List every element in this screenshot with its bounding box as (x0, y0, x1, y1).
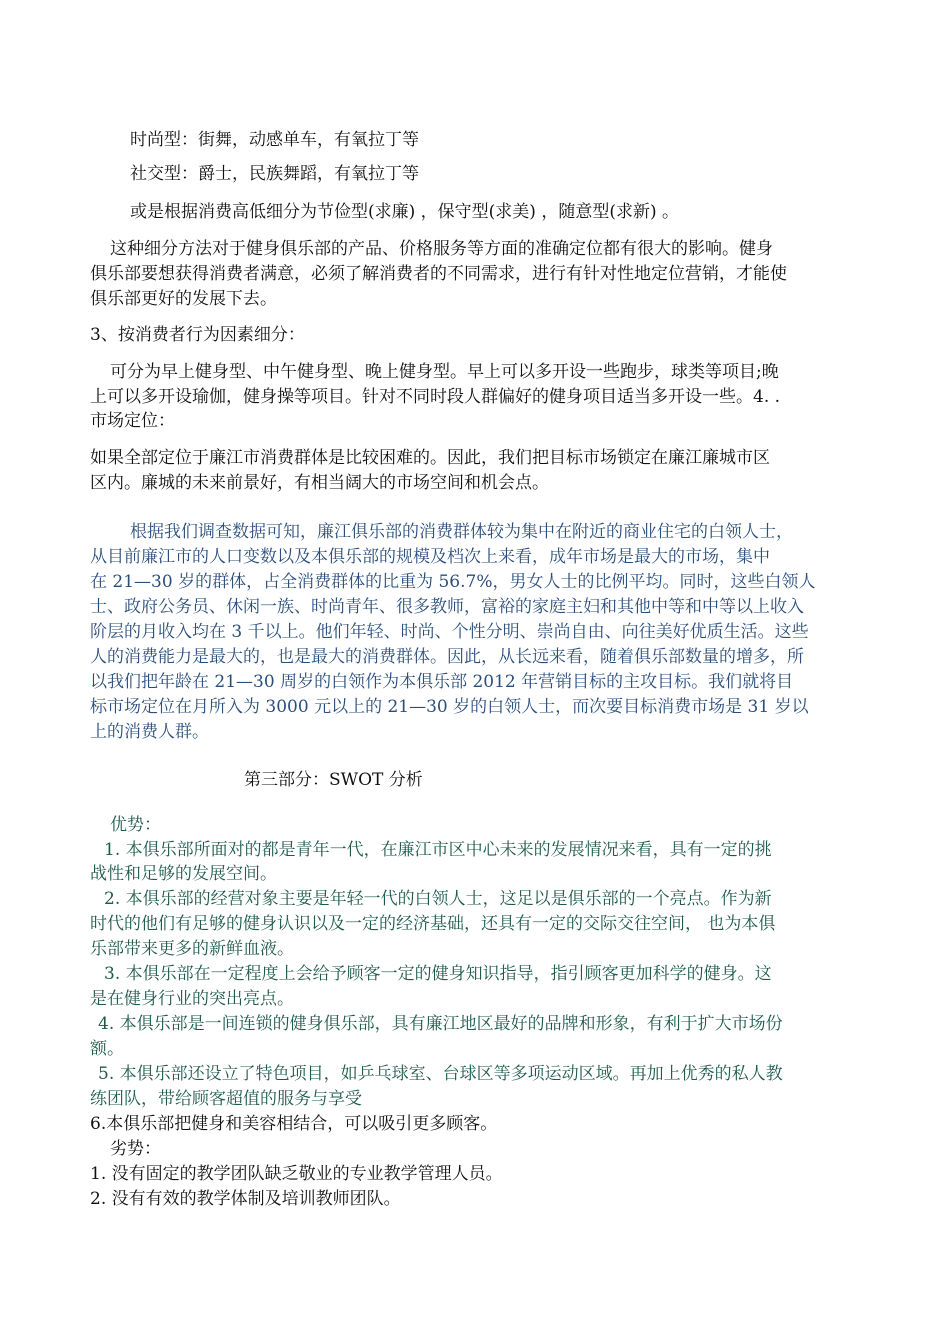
list-item: 3. 本俱乐部在一定程度上会给予顾客一定的健身知识指导，指引顾客更加科学的健身。这 (104, 964, 772, 984)
list-item: 乐部带来更多的新鲜血液。 (90, 939, 294, 959)
list-item: 6.本俱乐部把健身和美容相结合，可以吸引更多顾客。 (90, 1114, 498, 1134)
list-item: 5. 本俱乐部还设立了特色项目，如乒乓球室、台球区等多项运动区域。再加上优秀的私人教 (98, 1064, 783, 1084)
text-line: 阶层的月收入均在 3 千以上。他们年轻、时尚、个性分明、崇尚自由、向往美好优质生活。这些 (90, 622, 809, 642)
text-line: 上可以多开设瑜伽，健身操等项目。针对不同时段人群偏好的健身项目适当多开设一些。4. . (90, 387, 781, 407)
text-line: 人的消费能力是最大的，也是最大的消费群体。因此，从长远来看，随着俱乐部数量的增多，所 (90, 647, 804, 667)
subheading: 优势： (110, 815, 161, 835)
list-item: 4. 本俱乐部是一间连锁的健身俱乐部，具有廉江地区最好的品牌和形象，有利于扩大市场份 (98, 1014, 783, 1034)
text-line: 标市场定位在月所入为 3000 元以上的 21—30 岁的白领人士，而次要目标消费市场是 31 岁以 (90, 697, 809, 717)
text-line: 时尚型：街舞，动感单车，有氧拉丁等 (130, 130, 419, 150)
list-item: 1. 没有固定的教学团队缺乏敬业的专业教学管理人员。 (90, 1164, 503, 1184)
text-line: 从目前廉江市的人口变数以及本俱乐部的规模及档次上来看，成年市场是最大的市场，集中 (90, 547, 770, 567)
text-line: 区内。廉城的未来前景好，有相当阔大的市场空间和机会点。 (90, 473, 549, 493)
section-heading: 3、按消费者行为因素细分： (90, 325, 305, 345)
list-item: 战性和足够的发展空间。 (90, 864, 277, 884)
text-line: 俱乐部更好的发展下去。 (90, 289, 277, 309)
list-item: 额。 (90, 1039, 124, 1059)
list-item: 时代的他们有足够的健身认识以及一定的经济基础，还具有一定的交际交往空间， 也为本俱 (90, 914, 776, 934)
list-item: 2. 没有有效的教学体制及培训教师团队。 (90, 1189, 401, 1209)
list-item: 1. 本俱乐部所面对的都是青年一代，在廉江市区中心未来的发展情况来看，具有一定的挑 (104, 840, 772, 860)
text-line: 以我们把年龄在 21—30 周岁的白领作为本俱乐部 2012 年营销目标的主攻目标。我们就将目 (90, 672, 794, 692)
text-line: 社交型：爵士，民族舞蹈，有氧拉丁等 (130, 164, 419, 184)
list-item: 练团队，带给顾客超值的服务与享受 (90, 1089, 362, 1109)
text-line: 这种细分方法对于健身俱乐部的产品、价格服务等方面的准确定位都有很大的影响。健身 (110, 239, 773, 259)
section-title: 第三部分：SWOT 分析 (244, 770, 423, 790)
text-line: 上的消费人群。 (90, 722, 209, 742)
text-line: 可分为早上健身型、中午健身型、晚上健身型。早上可以多开设一些跑步，球类等项目;晚 (110, 362, 779, 382)
text-line: 士、政府公务员、休闲一族、时尚青年、很多教师，富裕的家庭主妇和其他中等和中等以上收入 (90, 597, 804, 617)
list-item: 是在健身行业的突出亮点。 (90, 989, 294, 1009)
section-heading: 市场定位： (90, 411, 175, 431)
text-line: 如果全部定位于廉江市消费群体是比较困难的。因此，我们把目标市场锁定在廉江廉城市区 (90, 448, 770, 468)
text-line: 根据我们调查数据可知，廉江俱乐部的消费群体较为集中在附近的商业住宅的白领人士， (130, 522, 793, 542)
text-line: 或是根据消费高低细分为节俭型(求廉) ，保守型(求美) ，随意型(求新) 。 (130, 202, 680, 222)
list-item: 2. 本俱乐部的经营对象主要是年轻一代的白领人士，这足以是俱乐部的一个亮点。作为新 (104, 889, 772, 909)
text-line: 俱乐部要想获得消费者满意，必须了解消费者的不同需求，进行有针对性地定位营销，才能使 (90, 264, 787, 284)
text-line: 在 21—30 岁的群体，占全消费群体的比重为 56.7%，男女人士的比例平均。同时，这些白领人 (90, 572, 816, 592)
subheading: 劣势： (110, 1139, 161, 1159)
